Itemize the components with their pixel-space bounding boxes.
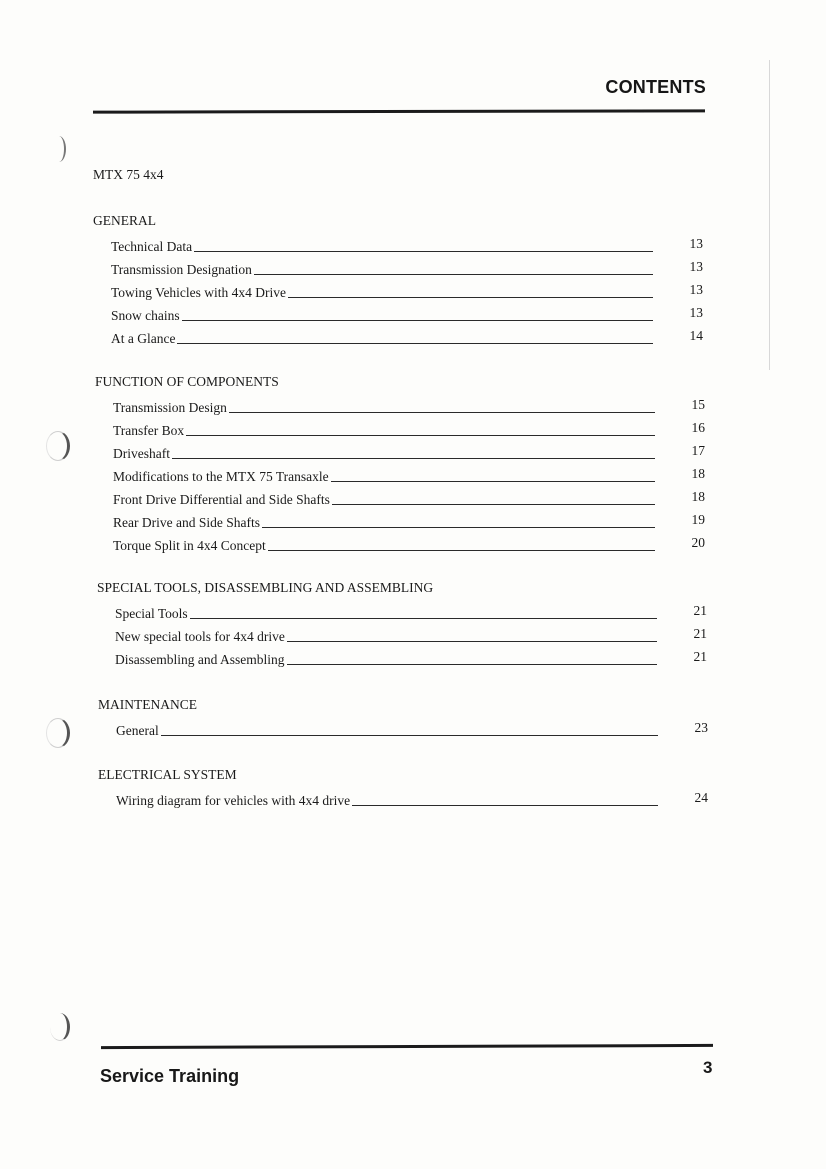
toc-page-number: 24 <box>694 790 708 805</box>
toc-page-number: 21 <box>693 649 707 664</box>
toc-page-number: 13 <box>689 236 703 251</box>
punch-hole-icon <box>46 718 70 748</box>
toc-leader <box>268 549 655 551</box>
toc-entry-label: Technical Data <box>111 239 193 254</box>
toc-entry[interactable] <box>98 716 708 739</box>
toc-entry-label: Disassembling and Assembling <box>115 652 285 667</box>
toc-entry[interactable] <box>95 508 705 531</box>
toc-entry[interactable] <box>93 301 703 324</box>
header-divider <box>93 109 705 113</box>
toc-leader <box>172 457 655 459</box>
toc-entry[interactable] <box>97 645 707 668</box>
toc-leader <box>287 663 658 665</box>
document-heading: MTX 75 4x4 <box>93 167 164 182</box>
toc-entry[interactable] <box>93 232 703 255</box>
toc-entry[interactable] <box>95 393 705 416</box>
toc-leader <box>262 526 655 528</box>
toc-entry[interactable] <box>93 255 703 278</box>
toc-entry[interactable] <box>95 485 705 508</box>
toc-page-number: 18 <box>691 466 705 481</box>
toc-entry-label: Towing Vehicles with 4x4 Drive <box>111 285 287 300</box>
section-title: SPECIAL TOOLS, DISASSEMBLING AND ASSEMBLING <box>97 580 434 595</box>
toc-entry[interactable] <box>98 786 708 809</box>
toc-entry[interactable] <box>95 531 705 554</box>
section-title: MAINTENANCE <box>98 697 197 712</box>
toc-leader <box>229 411 655 413</box>
toc-page-number: 18 <box>691 489 705 504</box>
toc-entry[interactable] <box>93 324 703 347</box>
toc-entry-label: Transfer Box <box>113 423 185 438</box>
toc-page-number: 23 <box>694 720 708 735</box>
toc-page-number: 17 <box>691 443 705 458</box>
toc-entry-label: New special tools for 4x4 drive <box>115 629 285 644</box>
toc-page-number: 21 <box>693 626 707 641</box>
toc-page-number: 16 <box>691 420 705 435</box>
page-title: CONTENTS <box>605 77 706 97</box>
toc-page-number: 21 <box>693 603 707 618</box>
toc-entry[interactable] <box>97 599 707 622</box>
toc-section-general <box>93 210 703 347</box>
toc-leader <box>190 617 657 619</box>
toc-leader <box>182 319 653 321</box>
toc-page-number: 13 <box>689 282 703 297</box>
footer-divider <box>101 1044 713 1049</box>
toc-leader <box>288 296 653 298</box>
toc-leader <box>352 804 658 806</box>
page-number: 3 <box>703 1058 713 1077</box>
toc-leader <box>177 342 653 344</box>
toc-section-function-of-components <box>95 371 705 554</box>
toc-page-number: 14 <box>689 328 703 343</box>
toc-entry-label: At a Glance <box>111 331 176 346</box>
toc-page-number: 20 <box>691 535 705 550</box>
toc-entry-label: Transmission Design <box>113 400 227 415</box>
toc-page-number: 19 <box>691 512 705 527</box>
toc-entry-label: Rear Drive and Side Shafts <box>113 515 260 530</box>
toc-page-number: 13 <box>689 259 703 274</box>
toc-section-special-tools <box>97 577 707 668</box>
punch-hole-icon <box>46 431 70 461</box>
toc-entry-label: Torque Split in 4x4 Concept <box>113 538 266 553</box>
toc-leader <box>194 250 653 252</box>
toc-leader <box>186 434 655 436</box>
section-title: FUNCTION OF COMPONENTS <box>95 374 279 389</box>
toc-entry-label: General <box>116 723 159 738</box>
toc-entry[interactable] <box>95 462 705 485</box>
toc-page-number: 13 <box>689 305 703 320</box>
toc-entry-label: Front Drive Differential and Side Shafts <box>113 492 330 507</box>
punch-hole-icon <box>50 1013 70 1041</box>
punch-hole-icon <box>52 136 66 162</box>
section-title: GENERAL <box>93 213 156 228</box>
toc-leader <box>254 273 653 275</box>
toc-section-maintenance <box>98 694 708 739</box>
toc-entry-label: Transmission Designation <box>111 262 252 277</box>
toc-leader <box>161 734 658 736</box>
page-edge <box>769 60 770 370</box>
toc-entry-label: Snow chains <box>111 308 180 323</box>
toc-entry-label: Driveshaft <box>113 446 170 461</box>
toc-entry[interactable] <box>93 278 703 301</box>
toc-entry-label: Wiring diagram for vehicles with 4x4 drive <box>116 793 351 808</box>
toc-leader <box>287 640 657 642</box>
toc-entry-label: Special Tools <box>115 606 188 621</box>
toc-entry[interactable] <box>97 622 707 645</box>
toc-leader <box>332 503 655 505</box>
toc-leader <box>331 480 655 482</box>
section-title: ELECTRICAL SYSTEM <box>98 767 237 782</box>
toc-entry[interactable] <box>95 416 705 439</box>
toc-entry-label: Modifications to the MTX 75 Transaxle <box>113 469 329 484</box>
toc-page-number: 15 <box>691 397 705 412</box>
toc-section-electrical-system <box>98 764 708 809</box>
toc-entry[interactable] <box>95 439 705 462</box>
footer-title: Service Training <box>100 1066 240 1086</box>
